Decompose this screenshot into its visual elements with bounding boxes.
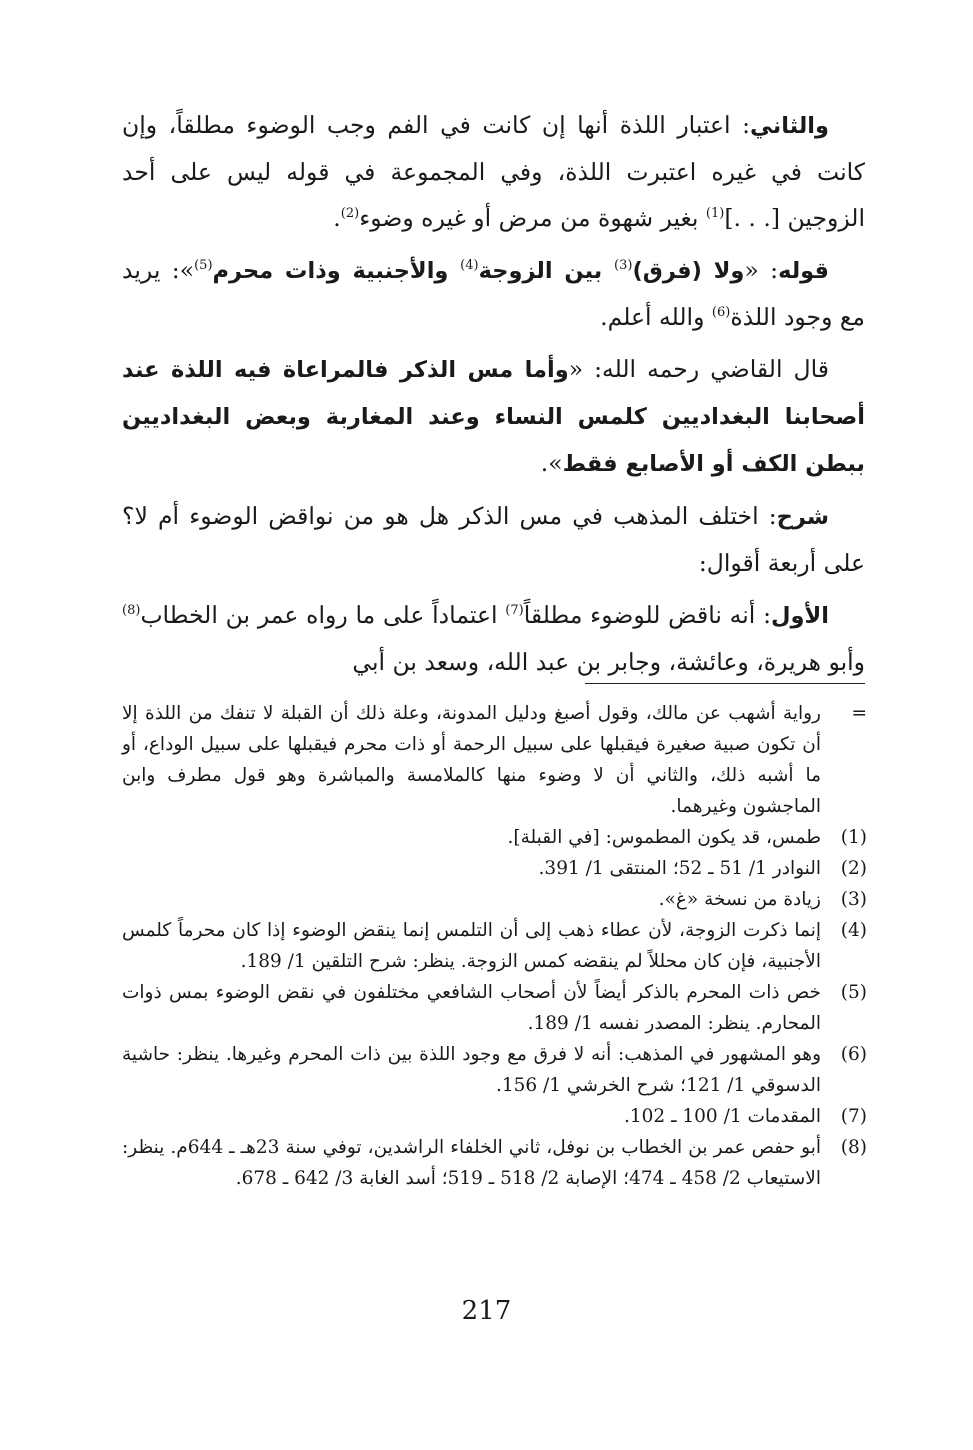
paragraph-lead: قوله — [778, 258, 829, 284]
footnote-ref: (1) — [705, 206, 725, 222]
footnote-continuation — [122, 698, 867, 822]
footnote-8 — [122, 1132, 867, 1194]
paragraph-quote-no-difference — [122, 247, 865, 340]
footnote-2 — [122, 853, 867, 884]
footnote-ref: (8) — [122, 603, 141, 619]
footnote-text: أبو حفص عمر بن الخطاب بن نوفل، ثاني الخلفاء الراشدين، توفي سنة 23هـ ـ 644م. ينظر: الاستيعاب 2/ 458 ـ 474؛ الإصابة 2/ 518 ـ 519؛ أسد الغابة 3/ 642 ـ 678. — [122, 1137, 821, 1189]
footnote-ref: (6) — [711, 305, 731, 321]
footnote-text: النوادر 1/ 51 ـ 52؛ المنتقى 1/ 391. — [538, 858, 821, 879]
quoted-text: بين الزوجة — [478, 258, 614, 284]
footnote-number: (3) — [840, 889, 867, 910]
paragraph-qadi-quote — [122, 346, 865, 487]
footnote-5 — [122, 977, 867, 1039]
paragraph-text: : اعتبار اللذة أنها إن كانت في الفم وجب الوضوء مطلقاً، وإن كانت في غيره اعتبرت اللذة، وفي المجموعة في قوله ليس على أحد الزوجين [. . .] — [122, 111, 865, 232]
footnote-6 — [122, 1039, 867, 1101]
footnote-1 — [122, 822, 867, 853]
paragraph-text: : اختلف المذهب في مس الذكر هل هو من نواقض الوضوء أم لا؟ على أربعة أقوال: — [122, 502, 865, 577]
footnote-number: (5) — [840, 982, 867, 1003]
footnote-number: = — [851, 703, 867, 724]
main-text — [122, 102, 865, 691]
footnote-ref: (5) — [194, 258, 213, 274]
paragraph-text: وأبو هريرة، وعائشة، وجابر بن عبد الله، وسعد بن أبي — [352, 648, 865, 676]
footnote-text: وهو المشهور في المذهب: أنه لا فرق مع وجود اللذة بين ذات المحرم وغيرها. ينظر: حاشية الدسوقي 1/ 121؛ شرح الخرشي 1/ 156. — [122, 1044, 821, 1096]
paragraph-lead: شرح — [776, 504, 829, 530]
footnote-4 — [122, 915, 867, 977]
paragraph-first-opinion — [122, 592, 865, 685]
footnote-number: (4) — [840, 920, 867, 941]
footnote-number: (6) — [840, 1044, 867, 1065]
footnotes — [122, 698, 867, 1194]
paragraph-lead: الأول — [771, 603, 829, 629]
quoted-text: والأجنبية وذات محرم — [212, 258, 461, 284]
footnote-separator — [585, 683, 865, 684]
footnote-ref: (4) — [460, 258, 479, 274]
paragraph-second-opinion — [122, 102, 865, 241]
page-number: 217 — [461, 1296, 512, 1326]
footnote-ref: (2) — [340, 206, 360, 222]
paragraph-text: اعتماداً على ما رواه عمر بن الخطاب — [140, 601, 506, 629]
footnote-text: إنما ذكرت الزوجة، لأن عطاء ذهب إلى أن التلمس إنما ينقض الوضوء إذا كان محرماً كلمس الأجنبية، فإن كان محللاً لم ينقضه كمس الزوجة. ينظر: شرح التلقين 1/ 189. — [122, 920, 821, 972]
paragraph-text: . — [333, 204, 341, 232]
footnote-3 — [122, 884, 867, 915]
footnote-number: (7) — [840, 1106, 867, 1127]
footnote-7 — [122, 1101, 867, 1132]
paragraph-explanation — [122, 493, 865, 586]
footnote-number: (8) — [840, 1137, 867, 1158]
footnote-text: خص ذات المحرم بالذكر أيضاً لأن أصحاب الشافعي مختلفون في نقض الوضوء بمس ذوات المحارم. ينظر: المصدر نفسه 1/ 189. — [122, 982, 821, 1034]
quoted-text: ولا (فرق) — [632, 258, 745, 284]
footnote-text: المقدمات 1/ 100 ـ 102. — [624, 1106, 821, 1127]
paragraph-text: »: يريد مع وجود اللذة — [122, 256, 865, 331]
quoted-text: وأما مس الذكر فالمراعاة فيه اللذة عند أصحابنا البغداديين كلمس النساء وعند المغاربة وبعض البغداديين ببطن الكف أو الأصابع فقط — [122, 357, 865, 477]
footnote-ref: (7) — [505, 603, 524, 619]
paragraph-text: بغير شهوة من مرض أو غيره وضوء — [359, 204, 706, 232]
footnote-number: (2) — [840, 858, 867, 879]
footnote-text: زيادة من نسخة «غ». — [658, 889, 821, 910]
footnote-text: طمس، قد يكون المطموس: [في القبلة]. — [507, 827, 821, 848]
footnote-ref: (3) — [614, 258, 633, 274]
footnote-text: رواية أشهب عن مالك، وقول أصبغ ودليل المدونة، وعلة ذلك أن القبلة لا تنفك من اللذة إلا أن تكون صبية صغيرة فيقبلها على سبيل الرحمة أو ذات محرم فيقبلها على سبيل الوداع، أو ما أشبه ذلك، والثاني أن لا وضوء منها كالملامسة والمباشرة وهو قول مطرف وابن الماجشون وغيرهما. — [122, 703, 821, 817]
paragraph-text: قال القاضي رحمه الله: « — [568, 355, 829, 383]
paragraph-text: : أنه ناقض للوضوء مطلقاً — [523, 601, 772, 629]
paragraph-lead: والثاني — [750, 113, 829, 139]
footnote-number: (1) — [840, 827, 867, 848]
paragraph-text: : « — [744, 256, 779, 284]
paragraph-text: والله أعلم. — [600, 303, 712, 331]
paragraph-text: ». — [540, 449, 563, 477]
